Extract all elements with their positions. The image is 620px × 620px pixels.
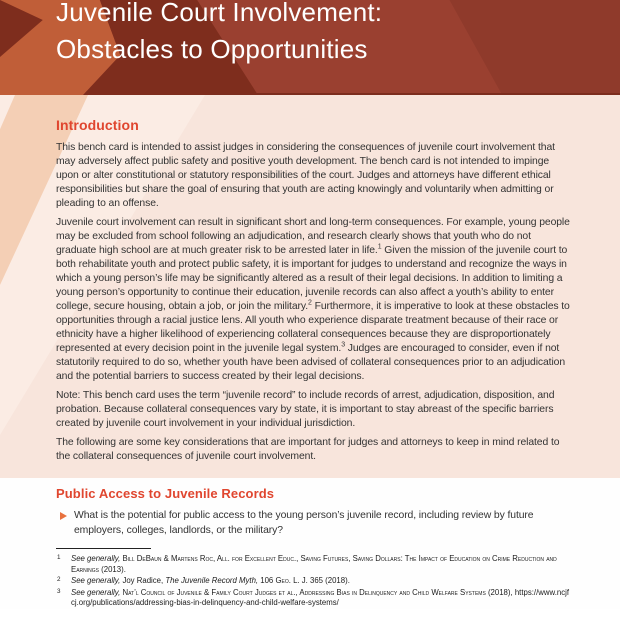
- footnote-number: 2: [57, 576, 61, 583]
- footnotes-list: [56, 554, 570, 609]
- public-access-heading: Public Access to Juvenile Records: [56, 486, 275, 501]
- footnote-separator: [56, 548, 151, 549]
- footnote-number: 1: [57, 554, 61, 561]
- introduction-note-paragraph: Note: This bench card uses the term “juvenile record” to include records of arrest, adjudication, disposition, and probation. Because collateral consequences vary by state, it is important to stay abreast of the specific barriers created by juvenile court involvement in your individual jurisdiction.: [56, 390, 555, 429]
- footnote-number: 3: [57, 587, 61, 595]
- page-title-line2: Obstacles to Opportunities: [56, 33, 368, 64]
- bullet-arrow-icon: [60, 512, 67, 520]
- footnote-3: 3 See generally, Nat’l Council of Juvenile & Family Court Judges et al., Addressing Bias in Delinquency and Child Welfare Systems (2018), https://www.ncjfcj.org/publications/addressing-bias-in-delinquency-and-child-welfare-systems/: [57, 587, 569, 607]
- footnote-2: 2 See generally, Joy Radice, The Juvenile Record Myth, 106 Geo. L. J. 365 (2018).: [57, 576, 350, 585]
- introduction-heading: Introduction: [56, 117, 139, 133]
- page-title: [56, 0, 382, 67]
- header-banner: [0, 0, 620, 95]
- bullet-text: What is the potential for public access to the young person’s juvenile record, including review by future employers, colleges, landlords, or the military?: [74, 510, 534, 536]
- introduction-paragraph-4: The following are some key considerations that are important for judges and attorneys to keep in mind related to the collateral consequences of juvenile court involvement.: [56, 437, 560, 462]
- public-access-section: [0, 478, 620, 609]
- introduction-section: [0, 95, 620, 478]
- footnote-reference-2: 2: [308, 299, 312, 307]
- footnote-reference-3: 3: [341, 341, 345, 349]
- footnote-link[interactable]: https://www.ncjfcj.org/publications/addressing-bias-in-delinquency-and-child-welfare-systems/: [71, 587, 569, 607]
- introduction-paragraph-1: This bench card is intended to assist judges in considering the consequences of juvenile court involvement that may adversely affect public safety and positive youth development. The bench card is not intended to impinge upon or alter constitutional or statutory responsibilities of the court. Judges and attorneys have different ethical responsibilities but share the goal of ensuring that youth are acting knowingly and voluntarily when admitting or pleading to an offense.: [56, 142, 555, 209]
- bullet-item: [56, 509, 570, 538]
- footnote-reference-1: 1: [377, 243, 382, 251]
- introduction-paragraph-2: Juvenile court involvement can result in significant short and long-term consequences. For example, young people may be excluded from school following an adjudication, and research clearly shows that youth who do not graduate high school are at much greater risk to be arrested later in life.$^1$ Given the mission of the juvenile court to both rehabilitate youth and protect public safety, it is important for judges to understand and recognize the ways in which a young person’s life may be significantly altered as a result of their legal decisions. In addition to limiting a young person’s opportunity to continue their education, juvenile records can also affect a youth’s ability to enter college, secure housing, obtain a job, or join the military.$^2$ Furthermore, it is imperative to look at these obstacles to opportunities through a racial justice lens. All youth who experience disparate treatment because of their race or ethnicity have a higher likelihood of experiencing collateral consequences because they are disproportionately represented at every decision point in the juvenile legal system.$^3$ Judges are encouraged to consider, even if not statutorily required to do so, whether youth have been advised of collateral consequences prior to an adjudication and the potential barriers to success created by their legal decisions.: [56, 217, 570, 382]
- footnote-1: 1 See generally, Bill DeBaun & Martens Roc, All. for Excellent Educ., Saving Futures, Saving Dollars: The Impact of Education on Crime Reduction and Earnings (2013).: [57, 554, 557, 574]
- page-title-line1: Juvenile Court Involvement:: [56, 0, 383, 27]
